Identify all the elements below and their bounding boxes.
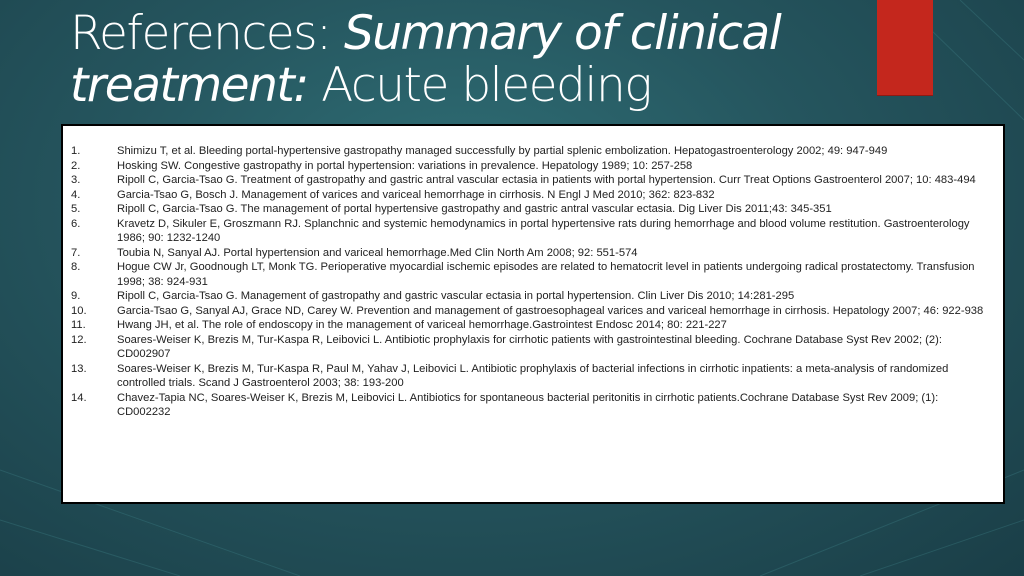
reference-item <box>71 246 993 261</box>
reference-item <box>71 260 993 289</box>
reference-number: 7. <box>71 246 81 259</box>
title-plain-2: Acute bleeding <box>307 58 651 113</box>
reference-text: Kravetz D, Sikuler E, Groszmann RJ. Splanchnic and systemic hemodynamics in portal hypertensive rats during hemorrhage and blood volume restitution. Gastroenterology 1986; 90: 1232-1240 <box>117 217 970 244</box>
reference-text: Toubia N, Sanyal AJ. Portal hypertension and variceal hemorrhage.Med Clin North Am 2008; 92: 551-574 <box>117 246 638 259</box>
reference-text: Ripoll C, Garcia-Tsao G. The management of portal hypertensive gastropathy and gastric antral vascular ectasia. Dig Liver Dis 2011;43: 345-351 <box>117 203 832 215</box>
references-box <box>61 124 1005 504</box>
reference-item <box>71 217 993 246</box>
title-italic-2: treatment: <box>70 58 308 113</box>
reference-text: Garcia-Tsao G, Sanyal AJ, Grace ND, Carey W. Prevention and management of gastroesophageal varices and variceal hemorrhage in cirrhosis. Hepatology 2007; 46: 922-938 <box>117 304 984 317</box>
reference-item <box>71 188 993 203</box>
reference-item <box>71 173 993 188</box>
reference-number: 3. <box>71 174 81 186</box>
reference-text: Ripoll C, Garcia-Tsao G. Management of gastropathy and gastric vascular ectasia in portal hypertension. Clin Liver Dis 2010; 14:281-295 <box>117 290 795 302</box>
reference-number: 2. <box>71 159 81 172</box>
reference-number: 4. <box>71 188 81 201</box>
reference-number: 13. <box>71 362 87 375</box>
reference-item <box>71 159 993 174</box>
reference-text: Soares-Weiser K, Brezis M, Tur-Kaspa R, Paul M, Yahav J, Leibovici L. Antibiotic prophylaxis of bacterial infections in cirrhotic inpatients: a meta-analysis of randomized controlled trials. Scand J Gastroenterol 2003; 38: 193-200 <box>117 362 949 389</box>
reference-text: Hogue CW Jr, Goodnough LT, Monk TG. Perioperative myocardial ischemic episodes are related to hematocrit level in patients undergoing radical prostatectomy. Transfusion 1998; 38: 924-931 <box>117 261 975 288</box>
reference-text: Hosking SW. Congestive gastropathy in portal hypertension: variations in prevalence. Hepatology 1989; 10: 257-258 <box>117 159 693 172</box>
reference-item <box>71 144 993 159</box>
reference-item <box>71 318 993 333</box>
title-italic-1: Summary of clinical <box>343 6 781 61</box>
reference-item <box>71 289 993 304</box>
reference-number: 12. <box>71 333 87 346</box>
reference-number: 9. <box>71 290 81 302</box>
reference-item <box>71 304 993 319</box>
reference-item <box>71 333 993 362</box>
reference-number: 11. <box>71 319 86 331</box>
reference-text: Ripoll C, Garcia-Tsao G. Treatment of gastropathy and gastric antral vascular ectasia in patients with portal hypertension. Curr Treat Options Gastroenterol 2007; 10: 483-494 <box>117 174 976 186</box>
reference-number: 8. <box>71 261 81 273</box>
slide-title <box>70 8 870 112</box>
reference-item <box>71 391 993 420</box>
reference-number: 1. <box>71 145 81 157</box>
reference-item <box>71 362 993 391</box>
reference-item <box>71 202 993 217</box>
reference-text: Shimizu T, et al. Bleeding portal-hypertensive gastropathy managed successfully by partial splenic embolization. Hepatogastroenterology 2002; 49: 947-949 <box>117 145 888 157</box>
reference-text: Soares-Weiser K, Brezis M, Tur-Kaspa R, Leibovici L. Antibiotic prophylaxis for cirrhotic patients with gastrointestinal bleeding. Cochrane Database Syst Rev 2002; (2): CD002907 <box>117 333 942 360</box>
accent-bar <box>877 0 933 96</box>
reference-text: Hwang JH, et al. The role of endoscopy in the management of variceal hemorrhage.Gastrointest Endosc 2014; 80: 221-227 <box>117 319 727 331</box>
reference-number: 5. <box>71 203 81 215</box>
reference-text: Garcia-Tsao G, Bosch J. Management of varices and variceal hemorrhage in cirrhosis. N Engl J Med 2010; 362: 823-832 <box>117 188 715 201</box>
title-plain-1: References: <box>70 6 344 61</box>
reference-text: Chavez-Tapia NC, Soares-Weiser K, Brezis M, Leibovici L. Antibiotics for spontaneous bacterial peritonitis in cirrhotic patients.Cochrane Database Syst Rev 2009; (1): CD002232 <box>117 391 939 418</box>
reference-number: 6. <box>71 217 81 230</box>
reference-number: 10. <box>71 304 87 317</box>
reference-number: 14. <box>71 391 87 404</box>
